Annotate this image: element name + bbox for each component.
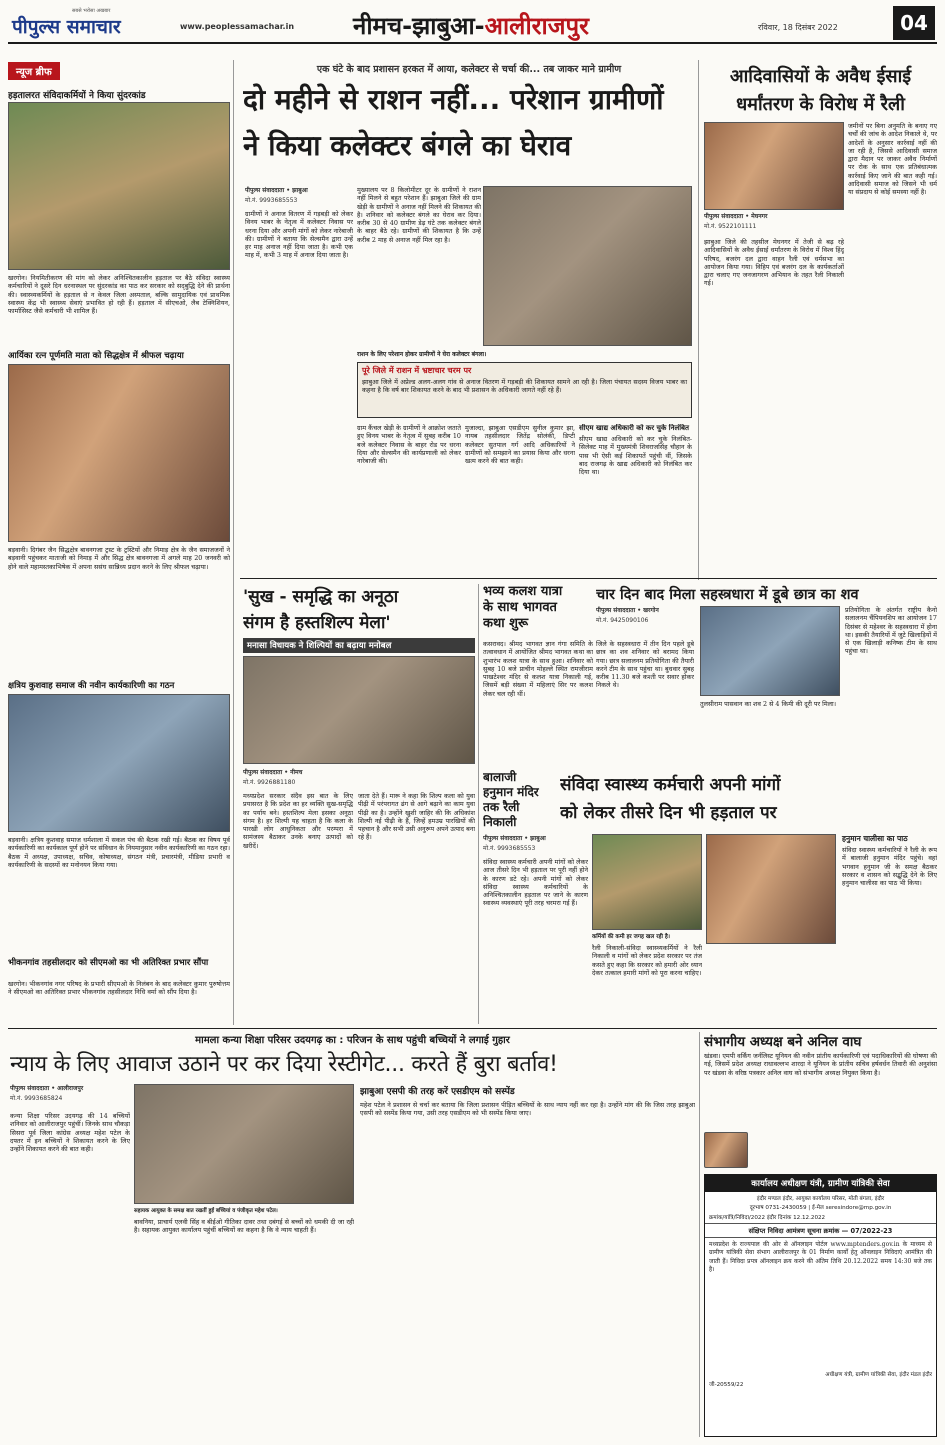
section-rule (240, 578, 937, 579)
lead-photo (483, 186, 692, 346)
samvida-text2: रैली निकाली-संविदा स्वास्थ्यकर्मियों ने रैली निकाली व मांगों को लेकर प्रदेश सरकार पर तंज कसते हुए कहा कि सरकार को हमारी ओर ध्यान देकर तत्काल हमारी मांगों को पूरा करना चाहिए। (592, 944, 702, 977)
tender-title: कार्यालय अधीक्षण यंत्री, ग्रामीण यांत्रिकी सेवा (705, 1175, 936, 1192)
mela-byline-name: पीपुल्स संवाददाता • नीमच (243, 769, 303, 776)
edition-prefix: नीमच-झाबुआ- (353, 12, 485, 40)
samvida-byline-mobile: मो.नं. 9993685553 (483, 845, 536, 852)
student-caption: तुलसीराम पासवान का शव 2 से 4 किमी की दूरी पर मिला। (700, 700, 837, 708)
student-photo (700, 606, 840, 696)
column-divider (478, 584, 479, 1024)
kanya-box-text: महेश पटेल ने प्रशासन से चर्चा कर बताया कि जिला प्रशासन पीड़ित बच्चियों के साथ न्याय नहीं कर रहा है। उन्होंने मांग की कि जिस तरह झाबुआ एसपी को सस्पेंड किया गया, उसी तरह एसडीएम को भी सस्पेंड किया जाए। (360, 1101, 695, 1118)
student-byline (596, 606, 706, 624)
mela-text1: मध्यप्रदेश सरकार संदैव इस बात के लिए प्रयासरत है कि प्रदेश का हर व्यक्ति सुख-समृद्धि का पर्याय बने। हस्तशिल्प मेला इसका अनूठा संगम है। हर शिल्पी यह चाहता है कि कला के पारखी लोग आधुनिकता और परम्परा में सामंजस्य बैठाकर उनके बनाए उत्पादों को खरीदें। (243, 792, 353, 850)
lead-photo-caption: राशन के लिए परेशान होकर ग्रामीणों ने घेरा कलेक्टर बंगला। (357, 351, 487, 358)
kalash-text: कसरावद। श्रीमद भागवत ज्ञान गंगा समिति के तत्वावधान में आयोजित श्रीमद भागवत कथा का शुभारंभ कलश यात्रा के साथ हुआ। शनिवार को सुबह 10 बजे प्राचीन मोहल्ले स्थित रामजीराम पाखटेश्वर मंदिर से कलश यात्रा निकाली गई, जिसमें बड़ी संख्या में महिलाएं सिर पर कलश लेकर चल रही थीं। (483, 640, 593, 698)
lead-text-col1: ग्रामीणों ने अनाज वितरण में गड़बड़ी को लेकर विनय भाबर के नेतृत्व में कलेक्टर निवास पर धरना दिया और अपनी मांगों को लेकर नारेबाजी की। ग्रामीणों ने बताया कि सेल्समैन द्वारा उन्हें हर माह अनाज नहीं दिया जाता है। कभी एक माह में, कभी 3 माह में अनाज दिया जाता है। (245, 210, 353, 260)
student-text1: जिले के सहस्त्रधारा में तीन दिन पहले डूबे छात्र का शव शनिवार को बरामद किया गया। छात्र सलालनम प्रतियोगिता की तैयारी करने टीम के साथ पहुंचा था। बुधवार सुबह करीब 11.30 बजे कश्ती पर सवार होकर निकले थे। (596, 640, 694, 690)
lead-text1: मुख्यालय पर 8 किलोमीटर दूर के ग्रामीणों ने राशन नहीं मिलने से बहुत परेशान हैं। झाबुआ जिले की ग्राम खेड़ी के ग्रामीणों ने अनाज नहीं मिलने की शिकायत की है। शनिवार को कलेक्टर बंगले का घेराव कर दिया। करीब 30 से 40 ग्रामीण डेढ़ घंटे तक कलेक्टर बंगले के बाहर बैठे रहे। ग्रामीणों की शिकायत है कि उन्हें करीब 2 माह से अनाज नहीं मिल रहा है। (357, 186, 481, 244)
lead-byline-mobile: मो.नं. 9993685553 (245, 197, 298, 204)
mela-byline (243, 768, 475, 786)
student-byline-mobile: मो.नं. 9425090106 (596, 617, 649, 624)
lead-headline-line1: दो महीने से राशन नहीं... परेशान ग्रामीणों (243, 83, 664, 116)
lead-box (357, 362, 692, 418)
edition-highlight: आलीराजपुर (484, 12, 589, 40)
student-text2: प्रतियोगिता के अंतर्गत राष्ट्रीय कैनो सलालनम चैंपियनशिप का आयोजन 17 दिसंबर से महेश्वर के सहस्त्रधारा में होना था। इसकी तैयारियों में जुटे खिलाड़ियों में से एक खिलाड़ी कनिष्क टीम के साथ पहुंचा था। (845, 606, 937, 656)
brief-item2-text: बड़वानी। दिगंबर जैन सिद्धक्षेत्र बावनगजा ट्रस्ट के ट्रस्टियों और निमाड़ क्षेत्र के जैन समाजजनों ने बड़वानी पहुंचकर माताजी को निमाड़ में और सिद्ध क्षेत्र बावनगजा में अगले माह 20 जनवरी को होने वाले महामस्तकाभिषेक में अपना ससंघ सान्निध्य प्रदान करने के लिए श्रीफल चढ़ाया। (8, 546, 230, 571)
lead-byline-name: पीपुल्स संवाददाता • झाबुआ (245, 187, 308, 194)
page-number: 04 (893, 6, 935, 40)
masthead (8, 6, 937, 44)
samvida-caption: कर्मियों की कमी हर जगह खल रही है। (592, 934, 670, 940)
samvida-byline (483, 834, 593, 852)
lead-byline (245, 186, 355, 204)
rally-headline-line1: आदिवासियों के अवैध ईसाई (729, 66, 912, 87)
lead-text4: मुजाल्दा, झाबुआ एसडीएम सुनील कुमार झा, नायब तहसीलदार जितेंद्र सोलंकी, डिप्टी कलेक्टर सुतपाल गर्ग आदि अधिकारियों ने ग्रामीणों को समझाने का प्रयास किया और धरना खत्म करने की बात कही। (465, 424, 575, 466)
samvida-headline-line2: को लेकर तीसरे दिन भी हड़ताल पर (560, 803, 777, 823)
brief-item3-text: बड़वानी। क्षत्रिय कुशवाह समाज धर्मशाला में सकल पंच की बैठक रखी गई। बैठक का विषय पूर्व कार्यकारिणी का कार्यकाल पूर्ण होने पर संविधान के नियमानुसार नवीन कार्यकारिणी का गठन रहा। बैठक में अध्यक्ष, उपाध्यक्ष, सचिव, कोषाध्यक्ष, संगठन मंत्री, प्रचारमंत्री, मीडिया प्रभारी व कार्यकारिणी के सदस्यों का मनोनयन किया गया। (8, 836, 230, 869)
rally-headline-line2: धर्मांतरण के विरोध में रैली (736, 94, 905, 115)
brief-item2-headline: आर्यिका रत्न पूर्णमति माता को सिद्धक्षेत्र में श्रीफल चढ़ाया (8, 351, 184, 361)
samvida-photo (592, 834, 702, 930)
kalash-headline-line2: के साथ भागवत (483, 600, 557, 615)
rally-byline (704, 212, 844, 230)
column-divider (698, 60, 699, 580)
kanya-box-headline: झाबुआ एसपी की तरह करें एसडीएम को सस्पेंड (360, 1087, 515, 1097)
lead-text3: ग्राम कैंचल खेड़ी के ग्रामीणों ने आक्रोश जताते हुए विनय भाबर के नेतृत्व में सुबह करीब 10 बजे कलेक्टर निवास के बाहर रोड पर धरना दिया और सेल्समैन की कार्यप्रणाली को लेकर नारेबाजी की। (357, 424, 461, 466)
student-byline-name: पीपुल्स संवाददाता • खरगोन (596, 607, 659, 614)
samvida-side-headline (483, 770, 555, 830)
edition-title (353, 9, 589, 42)
logo-text: पीपुल्स समाचार (12, 16, 121, 38)
mela-photo (243, 656, 475, 764)
tender-contact: दूरभाष 0731-2430059 | ई-मेल seresindore@mp.gov.in (749, 1205, 892, 1211)
kanya-photo (134, 1084, 354, 1204)
mela-byline-mobile: मो.नं. 9926881180 (243, 779, 296, 786)
mela-headline-line1: 'सुख - समृद्धि का अनूठा (243, 587, 399, 607)
student-headline: चार दिन बाद मिला सहस्त्रधारा में डूबे छात्र का शव (596, 587, 859, 603)
samvida-headline-line1: संविदा स्वास्थ्य कर्मचारी अपनी मांगों (560, 775, 781, 795)
samvida-byline-name: पीपुल्स संवाददाता • झाबुआ (483, 835, 546, 842)
samvida-box (706, 834, 937, 1024)
anil-text: खंडवा। एमपी वर्किंग जर्नलिस्ट यूनियन की नवीन प्रांतीय कार्यकारिणी एवं पदाधिकारियों की घोषणा की गई, जिसमें प्रदेश अध्यक्ष राधावल्लभ शारदा ने यूनियन के प्रांतीय सचिव हर्षवर्धन तिवारी की अनुशंसा पर खंडवा के वरिष्ठ पत्रकार अनिल वाघ को संभागीय अध्यक्ष नियुक्त किया है। (704, 1052, 937, 1077)
kalash-headline-line1: भव्य कलश यात्रा (483, 584, 563, 599)
lead-kicker: एक घंटे के बाद प्रशासन हरकत में आया, कलेक्टर से चर्चा की... तब जाकर माने ग्रामीण (316, 64, 622, 75)
kanya-text2: बावनिया, प्राचार्य एलवी सिंह व बीईओ गीतिका दावर तथा दबंगई से बच्चों को धमकी दी जा रही है। सहायक आयुक्त कार्यालय पहुंचीं बच्चियों का कहना है कि वे न्याय चाहती हैं। (134, 1218, 354, 1235)
samvida-text: संविदा स्वास्थ्य कर्मचारी अपनी मांगों को लेकर आज तीसरे दिन भी हड़ताल पर पूरी नहीं होने के कारण डटे रहे। अपनी मांगों को लेकर संविदा स्वास्थ्य कर्मचारियों के अनिश्चितकालीन हड़ताल पर जाने के कारण स्वास्थ्य व्यवस्थाएं पूरी तरह चरमरा गई हैं। (483, 858, 588, 908)
brief-item3-headline: क्षत्रिय कुशवाह समाज की नवीन कार्यकारिणी का गठन (8, 681, 175, 691)
tender-address: इंदौर मण्डल इंदौर, आयुक्त कार्यालय परिसर, मोती बंगला, इंदौर (756, 1196, 885, 1202)
lead-box-text: झाबुआ जिले में अप्रेल्ड अलग-अलग गांव से अनाज वितरण में गड़बड़ी की शिकायत सामने आ रही है। जिला पंचायत सदस्य विजय भाबर का कहना है कि वर्ष बार शिकायत करने के बाद भी प्रशासन के अधिकारी जागते नहीं रहे हैं। (362, 378, 687, 395)
rally-text-col2: जमीनों पर बिना अनुमति के बनाए गए चर्चों की जांच के आदेश निकाले थे, पर आदेशों के अनुसार कार्रवाई नहीं की जा रही है, जिससे आदिवासी समाज द्वारा मैदान पर जाकर अवैध निर्माणों पर रोक के साथ एक प्रतिबंधात्मक कार्रवाई किए जाने की बात कही गई। आदिवासी समाज को जिसने भी धर्म या संप्रदाय से कोई समस्या नहीं है। (848, 122, 937, 197)
mela-headline-line2: संगम है हस्तशिल्प मेला' (243, 613, 391, 633)
tender-footer-code: जी-20559/22 (709, 1382, 744, 1388)
column-divider (699, 1032, 700, 1437)
issue-date: रविवार, 18 दिसंबर 2022 (758, 23, 838, 32)
lead-subhead: सीएम खाद्य अधिकारी को कर चुके निलंबित (579, 424, 689, 432)
brief-item4-text: खरगोन। भीकनगांव नगर परिषद के प्रभारी सीएमओ के निलंबन के बाद कलेक्टर कुमार पुरुषोत्तम ने सीएमओ का अतिरिक्त प्रभार भीकनगांव तहसीलदार निधि वर्मा को सौंप दिया है। (8, 980, 230, 997)
kanya-caption: सहायक आयुक्त के समक्ष बात रखतीं हुईं बच्चियां व पंजीकृत महेश पटेल। (134, 1208, 278, 1214)
tender-notice (704, 1174, 937, 1437)
kalash-headline-line3: कथा शुरू (483, 616, 529, 631)
samvida-box-text: संविदा स्वास्थ्य कर्मचारियों ने रैली के रूप में बालाजी हनुमान मंदिर पहुंचे। वहां भगवान हनुमान जी के समक्ष बैठकर सरकार व शासन को सद्बुद्धि देने के लिए हनुमान चालीसा का पाठ भी किया। (842, 846, 937, 888)
samvida-side-line3: तक रैली (483, 800, 520, 814)
samvida-side-line1: बालाजी (483, 770, 517, 784)
lead-text6: सीएम खाद्य अधिकारी को कर चुके निलंबित-सिलेक्ट माह में मुख्यमंत्री शिवराजसिंह चौहान के पास भी ऐसी कई शिकायतें पहुंची थीं, जिसके बाद राजगढ़ के खाद्य अधिकारी को निलंबित कर दिया था। (579, 435, 692, 477)
brief-item2-photo (8, 364, 230, 542)
samvida-side-line4: निकाली (483, 815, 517, 829)
lead-box-headline: पूरे जिले में राशन में भ्रष्टाचार चरम पर (362, 366, 472, 375)
brief-item1-text: खरगोन। नियमितीकरण की मांग को लेकर अनिश्चितकालीन हड़ताल पर बैठे संविदा स्वास्थ्य कर्मचारियों ने दूसरे दिन धरनास्थल पर सुंदरकांड का पाठ कर सरकार को सद्‌बुद्धि देने की प्रार्थना की। स्वास्थ्यकर्मियों के हड़ताल से न केवल जिला अस्पताल, बल्कि सामुदायिक एवं प्राथमिक स्वास्थ्य केंद्र भी स्वास्थ्य सेवाएं प्रभावित हो रही हैं। हड़ताल में सीएचओ, लैब टेक्निशियन, फार्मासिस्ट जैसे कर्मचारी भी शामिल हैं। (8, 274, 230, 316)
kanya-headline: न्याय के लिए आवाज उठाने पर कर दिया रेस्टीगेट... करते हैं बुरा बर्ताव! (10, 1052, 558, 1077)
anil-photo (704, 1132, 748, 1168)
logo-tagline: सबसे भरोसा अखबार (72, 8, 111, 14)
brief-item1-headline: हड़तालरत संविदाकर्मियों ने किया सुंदरकांड (8, 91, 146, 101)
website[interactable]: www.peoplessamachar.in (180, 22, 295, 31)
mela-subhead: मनासा विधायक ने शिल्पियों का बढ़ाया मनोबल (243, 638, 475, 653)
rally-text: झाबुआ जिले की तहसील मेघनगर में तेजी से बढ़ रहे आदिवासियों के अवैध ईसाई धर्मांतरण के विरोध में विश्व हिंदू परिषद, बजरंग दल द्वारा वाहन रैली एवं धर्मसभा का आयोजन किया गया। विहिप एवं बजरंग दल के कार्यकर्ताओं द्वारा चलाए गए जनजागरण अभियान के तहत रैली निकाली गई। (704, 238, 844, 288)
column-divider (233, 60, 234, 1025)
tender-body: मध्यप्रदेश के राज्यपाल की ओर से ऑनलाइन पोर्टल www.mptenders.gov.in के माध्यम से ग्रामीण यांत्रिकी सेवा संभाग आलीराजपुर के 01 निर्माण कार्यों हेतु ऑनलाइन निविदाएं आमंत्रित की जाती हैं। निविदा प्रपत्र ऑनलाइन क्रय करने की अंतिम तिथि 20.12.2022 समय 14:30 बजे तक है। (709, 1241, 932, 1273)
kanya-byline (10, 1084, 130, 1102)
news-brief-column (8, 62, 230, 1024)
kalash-headline (483, 584, 593, 632)
kanya-text1: कन्या शिक्षा परिसर उदयगढ़ की 14 बच्चियों शनिवार को आलीराजपुर पहुंचीं। जिनके साथ चौकड़ा सिसरा पूर्व जिला कांग्रेस अध्यक्ष महेश पटेल के दफ्तर में इन बच्चियों ने शिकायत करने के लिए उन्होंने शिकायत करने की बात कही। (10, 1112, 130, 1154)
rally-byline-name: पीपुल्स संवाददाता • मेघनगर (704, 213, 768, 220)
kanya-byline-mobile: मो.नं. 9993685824 (10, 1095, 63, 1102)
lead-headline-line2: ने किया कलेक्टर बंगले का घेराव (243, 129, 572, 162)
section-rule (8, 1028, 937, 1029)
brief-item3-photo (8, 694, 230, 832)
tender-signature: अधीक्षण यंत्री, ग्रामीण यांत्रिकी सेवा, इंदौर मंडल इंदौर (825, 1372, 932, 1378)
brief-item1-photo (8, 102, 230, 270)
rally-photo (704, 122, 844, 210)
anil-headline: संभागीय अध्यक्ष बने अनिल वाघ (704, 1034, 862, 1050)
brief-label: न्यूज ब्रीफ (8, 62, 60, 80)
kanya-kicker: मामला कन्या शिक्षा परिसर उदयगढ़ का : परिजन के साथ पहुंची बच्चियों ने लगाई गुहार (195, 1035, 510, 1046)
samvida-side-line2: हनुमान मंदिर (483, 785, 539, 799)
samvida-box-photo (706, 834, 836, 944)
kanya-byline-name: पीपुल्स संवाददाता • आलीराजपुर (10, 1085, 84, 1092)
brief-item4-headline: भीकनगांव तहसीलदार को सीएमओ का भी अतिरिक्त प्रभार सौंपा (8, 958, 209, 968)
tender-ref: क्रमांक/यांत्रि/निविदा/2022 इंदौर दिनांक 12.12.2022 (709, 1215, 826, 1221)
tender-subject: संक्षिप्त निविदा आमंत्रण सूचना क्रमांक — 07/2022-23 (705, 1223, 936, 1238)
rally-byline-mobile: मो.नं. 9522101111 (704, 223, 757, 230)
samvida-box-headline: हनुमान चालीसा का पाठ (842, 834, 908, 843)
kanya-box (360, 1084, 695, 1437)
lead-right-col (579, 424, 692, 572)
mela-text2: जाता देते हैं। मारू ने कहा कि शिल्प कला को युवा पीढ़ी में परंपरागत ढंग से आगे बढ़ाने का काम युवा पीढ़ी का है। उन्होंने खुशी जाहिर की कि अधिकांश शिल्पी नई पीढ़ी के हैं, जिन्हें हमउम्र पारखियों की पहचान है और सभी उसी अनुरूप अपने उत्पाद बना रहे हैं। (358, 792, 475, 842)
